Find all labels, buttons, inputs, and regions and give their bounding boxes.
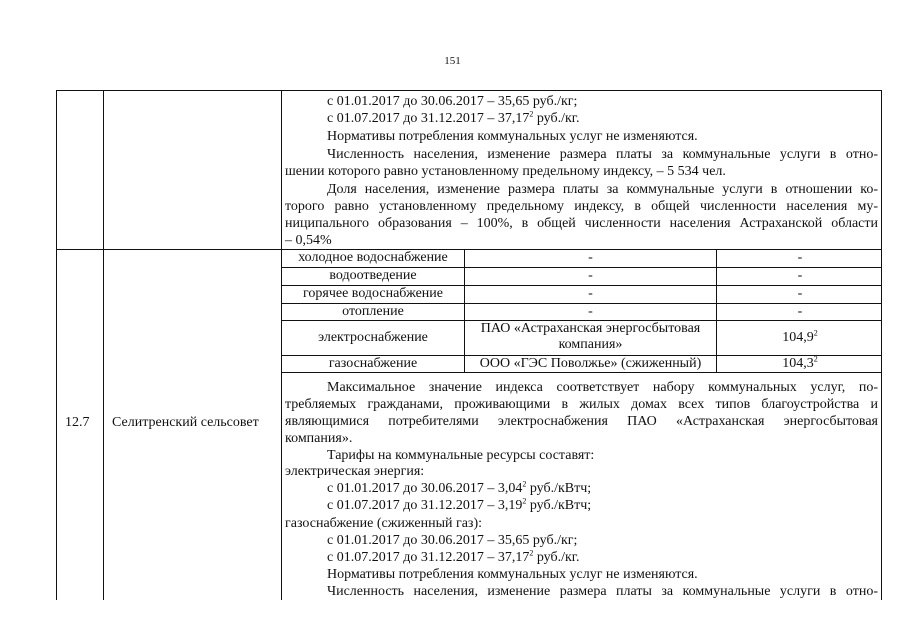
service-index: - [797,250,803,265]
gas-tariff-line: с 01.07.2017 до 31.12.2017 – 37,17$^2$ руб./кг. [327,548,580,565]
service-index: 104,3$^2$ [782,354,818,371]
max-index-line: требляемых гражданами, проживающими в жилых домах всех типов благоустройства и [285,397,878,412]
service-name: водоотведение [329,268,417,283]
service-provider: - [588,286,593,301]
service-provider: - [588,250,593,265]
gas-label: газоснабжение (сжиженный газ): [285,516,483,531]
service-provider: ПАО «Астраханская энергосбытовая компания» [480,321,701,352]
service-name: холодное водоснабжение [298,250,448,265]
electric-tariff-line: с 01.01.2017 до 30.06.2017 – 3,04$^2$ руб./кВтч; [327,479,592,496]
col-divider-number [103,91,104,600]
service-index: - [797,286,803,301]
service-name: горячее водоснабжение [303,286,443,301]
municipality-name: Селитренский сельсовет [112,415,259,430]
population-line: Численность населения, изменение размера платы за коммунальные услуги в отно- [327,584,878,599]
service-index: - [797,304,803,319]
service-divider [281,372,881,373]
prev-share-line: Доля населения, изменение размера платы за коммунальные услуги в отношении ко- [327,182,878,197]
prev-norms-line: Нормативы потребления коммунальных услуг не изменяются. [327,129,698,144]
electric-tariff-line: с 01.07.2017 до 31.12.2017 – 3,19$^2$ руб./кВтч; [327,496,592,513]
service-name: отопление [342,304,404,319]
max-index-line: являющимися потребителями электроснабжения ПАО «Астраханская энергосбытовая [285,414,878,429]
tariff-table [56,90,882,600]
service-name: электроснабжение [318,330,428,345]
prev-share-line: ниципального образования – 100%, в общей численности населения Астраханской области [285,216,878,231]
service-index: - [797,268,803,283]
page-number: 151 [444,55,461,67]
row-number: 12.7 [65,415,90,430]
max-index-line: Максимальное значение индекса соответствует набору коммунальных услуг, по- [327,380,878,395]
service-provider: - [588,304,593,319]
gas-tariff-line: с 01.01.2017 до 30.06.2017 – 35,65 руб./кг; [327,533,578,548]
prev-tariff-line: с 01.01.2017 до 30.06.2017 – 35,65 руб./кг; [327,94,578,109]
prev-population-line: шении которого равно установленному предельному индексу, – 5 534 чел. [285,164,726,179]
prev-tariff-line: с 01.07.2017 до 31.12.2017 – 37,17$^2$ руб./кг. [327,109,580,126]
service-index: 104,9$^2$ [782,328,818,345]
tariffs-title: Тарифы на коммунальные ресурсы составят: [327,448,595,463]
max-index-line: компания». [285,431,353,446]
norms-line: Нормативы потребления коммунальных услуг не изменяются. [327,567,698,582]
prev-share-line: – 0,54% [285,233,332,248]
service-provider: - [588,268,593,283]
service-provider: ООО «ГЭС Поволжье» (сжиженный) [479,356,702,371]
service-name: газоснабжение [328,356,418,371]
prev-population-line: Численность населения, изменение размера платы за коммунальные услуги в отно- [327,147,878,162]
prev-share-line: торого равно установленному предельному индексу, в общей численности населения му- [285,199,878,214]
electric-label: электрическая энергия: [285,464,425,479]
